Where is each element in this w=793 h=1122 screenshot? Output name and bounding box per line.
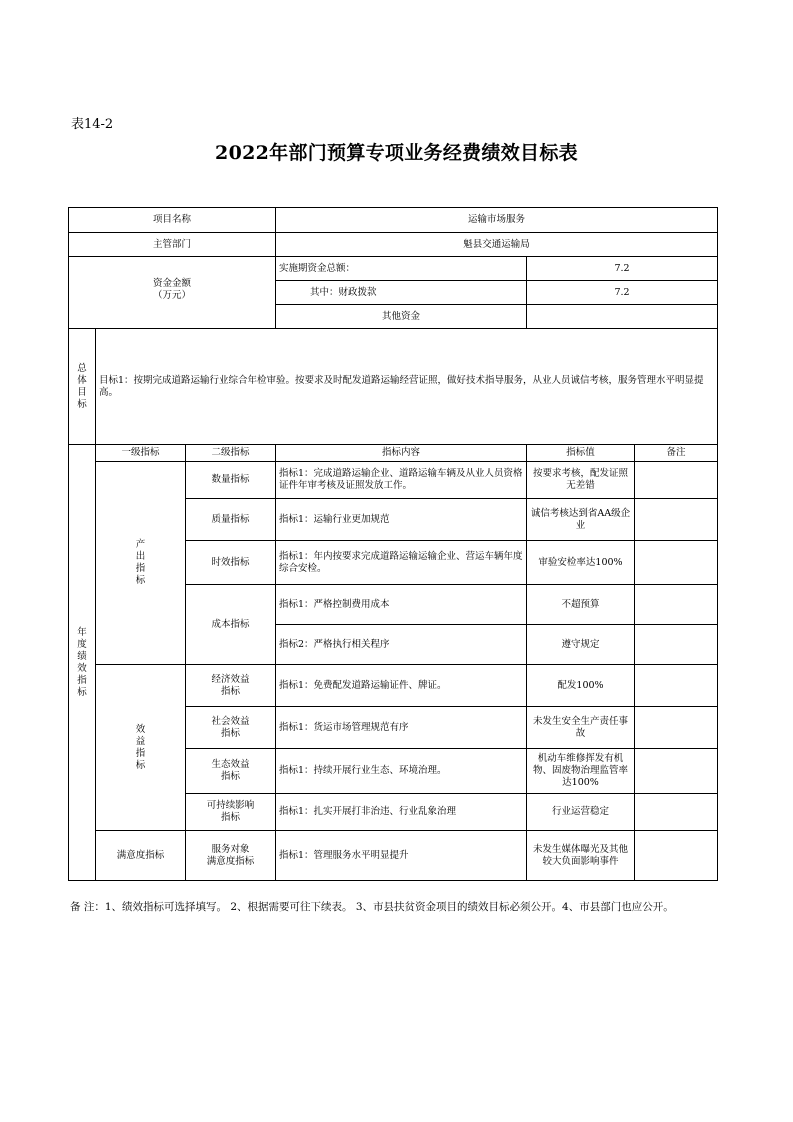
ecological-indicator-value: 机动车维修挥发有机物、固废物治理监管率达100% <box>527 749 635 794</box>
header-level1: 一级指标 <box>96 445 186 462</box>
quality-indicator-remark <box>635 499 718 541</box>
quantity-indicator-label: 数量指标 <box>186 462 276 499</box>
funds-other-value <box>527 305 718 329</box>
department-value: 魁县交通运输局 <box>276 233 718 257</box>
economic-indicator-value: 配发100% <box>527 665 635 707</box>
header-level2: 二级指标 <box>186 445 276 462</box>
economic-indicator-content: 指标1：免费配发道路运输证件、牌证。 <box>276 665 527 707</box>
sustainable-indicator-value: 行业运营稳定 <box>527 794 635 831</box>
project-name-label: 项目名称 <box>69 208 276 233</box>
economic-indicator-remark <box>635 665 718 707</box>
cost-indicator-remark-1 <box>635 585 718 625</box>
quantity-indicator-content: 指标1：完成道路运输企业、道路运输车辆及从业人员资格证件年审考核及证照发放工作。 <box>276 462 527 499</box>
social-indicator-value: 未发生安全生产责任事故 <box>527 707 635 749</box>
quality-indicator-label: 质量指标 <box>186 499 276 541</box>
table-row <box>69 831 718 881</box>
overall-goal-row <box>69 329 718 445</box>
overall-goal-text: 目标1：按期完成道路运输行业综合年检审验。按要求及时配发道路运输经营证照，做好技术指导服务，从业人员诚信考核，服务管理水平明显提高。 <box>96 329 718 445</box>
quantity-indicator-value: 按要求考核，配发证照无差错 <box>527 462 635 499</box>
footnote: 备 注：1、绩效指标可选择填写。 2、根据需要可往下续表。 3、市县扶贫资金项目的绩效目标必须公开。4、市县部门也应公开。 <box>70 901 674 913</box>
satisfaction-indicator-label: 服务对象 满意度指标 <box>186 831 276 881</box>
cost-indicator-content-2: 指标2：严格执行相关程序 <box>276 625 527 665</box>
overall-goal-label: 总 体 目 标 <box>69 329 96 445</box>
timeliness-indicator-remark <box>635 541 718 585</box>
table-number: 表14-2 <box>71 117 114 132</box>
header-remark: 备注 <box>635 445 718 462</box>
timeliness-indicator-content: 指标1：年内按要求完成道路运输运输企业、营运车辆年度综合安检。 <box>276 541 527 585</box>
performance-target-table <box>68 207 718 881</box>
timeliness-indicator-value: 审验安检率达100% <box>527 541 635 585</box>
cost-indicator-content-1: 指标1：严格控制费用成本 <box>276 585 527 625</box>
funds-total-label: 实施期资金总额： <box>276 257 527 281</box>
satisfaction-indicator-content: 指标1：管理服务水平明显提升 <box>276 831 527 881</box>
funds-finance-value: 7.2 <box>527 281 718 305</box>
cost-indicator-value-2: 遵守规定 <box>527 625 635 665</box>
satisfaction-indicators-label: 满意度指标 <box>96 831 186 881</box>
quality-indicator-value: 诚信考核达到省AA级企业 <box>527 499 635 541</box>
project-name-row <box>69 208 718 233</box>
column-header-row <box>69 445 718 462</box>
output-indicators-label: 产 出 指 标 <box>96 462 186 665</box>
funds-other-label: 其他资金 <box>276 305 527 329</box>
cost-indicator-remark-2 <box>635 625 718 665</box>
page-title: 2022年部门预算专项业务经费绩效目标表 <box>215 142 578 164</box>
social-indicator-content: 指标1：货运市场管理规范有序 <box>276 707 527 749</box>
social-indicator-label: 社会效益 指标 <box>186 707 276 749</box>
cost-indicator-label: 成本指标 <box>186 585 276 665</box>
sustainable-indicator-content: 指标1：扎实开展打非治违、行业乱象治理 <box>276 794 527 831</box>
ecological-indicator-label: 生态效益 指标 <box>186 749 276 794</box>
funds-unit: （万元） <box>153 289 192 301</box>
funds-label: 资金金额 <box>153 277 192 289</box>
funds-label-cell <box>69 257 276 329</box>
economic-indicator-label: 经济效益 指标 <box>186 665 276 707</box>
funds-total-row <box>69 257 718 281</box>
sustainable-indicator-remark <box>635 794 718 831</box>
project-name-value: 运输市场服务 <box>276 208 718 233</box>
header-content: 指标内容 <box>276 445 527 462</box>
department-label: 主管部门 <box>69 233 276 257</box>
cost-indicator-value-1: 不超预算 <box>527 585 635 625</box>
satisfaction-indicator-remark <box>635 831 718 881</box>
department-row <box>69 233 718 257</box>
ecological-indicator-content: 指标1：持续开展行业生态、环境治理。 <box>276 749 527 794</box>
header-value: 指标值 <box>527 445 635 462</box>
funds-finance-label: 其中：财政拨款 <box>276 281 527 305</box>
quality-indicator-content: 指标1：运输行业更加规范 <box>276 499 527 541</box>
timeliness-indicator-label: 时效指标 <box>186 541 276 585</box>
sustainable-indicator-label: 可持续影响 指标 <box>186 794 276 831</box>
ecological-indicator-remark <box>635 749 718 794</box>
benefit-indicators-label: 效 益 指 标 <box>96 665 186 831</box>
satisfaction-indicator-value: 未发生媒体曝光及其他较大负面影响事件 <box>527 831 635 881</box>
table-row <box>69 462 718 499</box>
table-row <box>69 665 718 707</box>
quantity-indicator-remark <box>635 462 718 499</box>
social-indicator-remark <box>635 707 718 749</box>
annual-indicators-label: 年 度 绩 效 指 标 <box>69 445 96 881</box>
funds-total-value: 7.2 <box>527 257 718 281</box>
